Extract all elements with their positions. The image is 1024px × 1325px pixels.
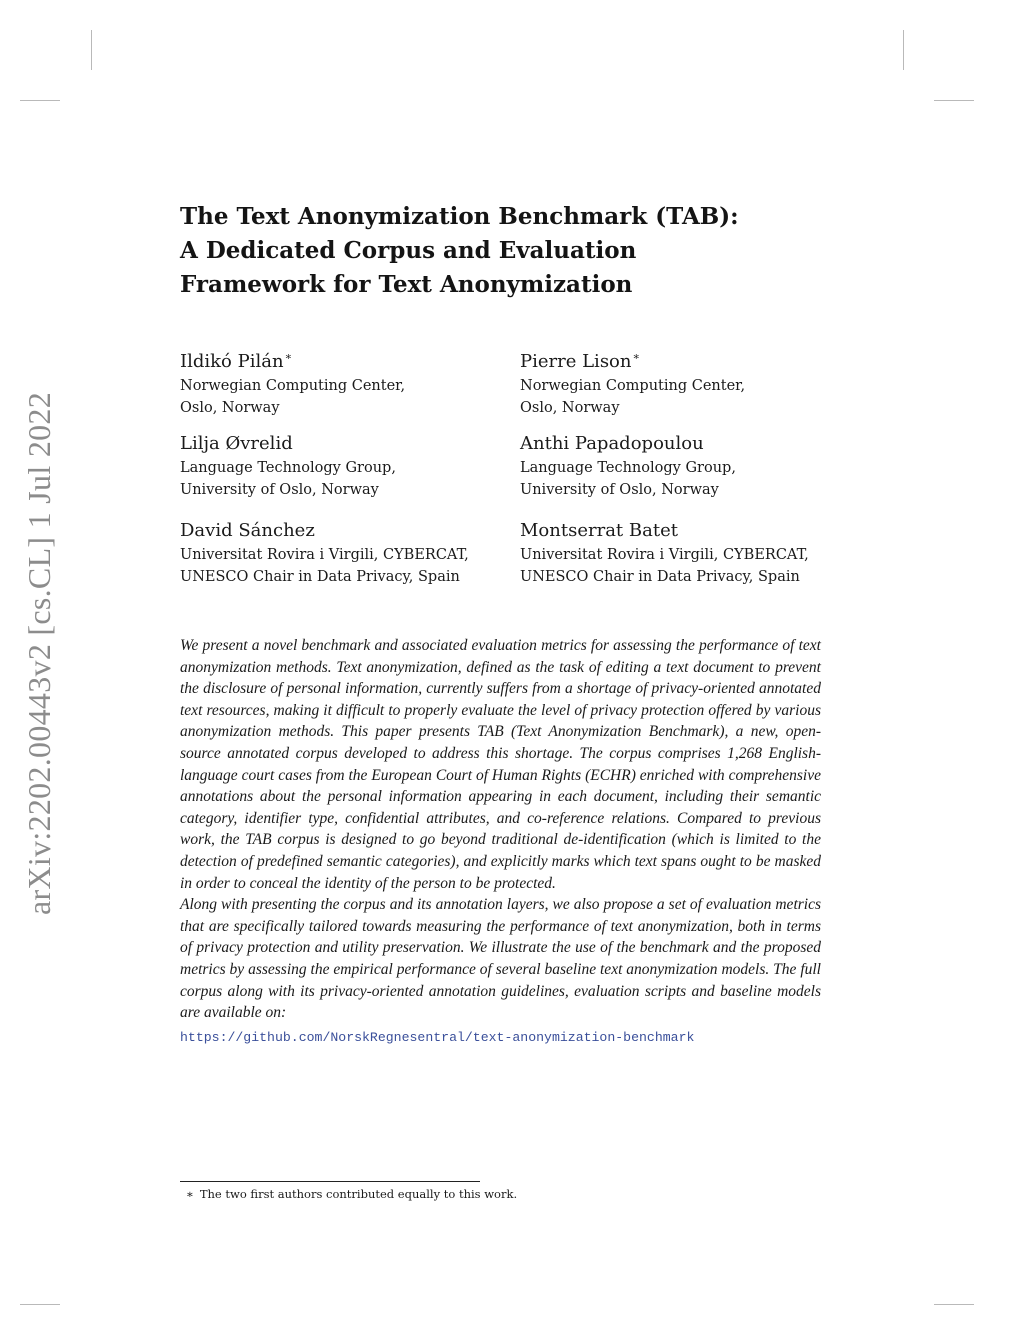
author-affiliation: University of Oslo, Norway: [180, 482, 379, 498]
author-affiliation: University of Oslo, Norway: [520, 482, 719, 498]
author-footnote-mark: ∗: [284, 350, 293, 363]
abstract: [180, 635, 821, 1048]
author-affiliation: UNESCO Chair in Data Privacy, Spain: [180, 569, 460, 585]
author-affiliation: Language Technology Group,: [180, 460, 396, 476]
author-name: Ildikó Pilán∗: [180, 350, 293, 372]
author-affiliation: UNESCO Chair in Data Privacy, Spain: [520, 569, 800, 585]
paper-title: [180, 200, 840, 302]
author-affiliation: Norwegian Computing Center,: [180, 378, 406, 394]
author-block: [520, 344, 850, 419]
author-affiliation: Oslo, Norway: [520, 400, 620, 416]
arxiv-identifier: [22, 378, 58, 928]
author-block: [180, 518, 510, 588]
author-affiliation: Universitat Rovira i Virgili, CYBERCAT,: [520, 547, 809, 563]
author-name: David Sánchez: [180, 520, 315, 541]
crop-mark-top-left-h: [20, 100, 60, 101]
crop-mark-top-left: [91, 30, 92, 70]
author-block: [180, 431, 510, 501]
author-name: Pierre Lison∗: [520, 350, 640, 372]
author-block: [520, 431, 850, 501]
author-block: [520, 518, 850, 588]
footnote: [186, 1187, 517, 1201]
title-line: Framework for Text Anonymization: [180, 271, 633, 298]
title-line: The Text Anonymization Benchmark (TAB):: [180, 203, 739, 230]
arxiv-identifier-text: arXiv:2202.00443v2 [cs.CL] 1 Jul 2022: [21, 391, 58, 915]
repository-link[interactable]: https://github.com/NorskRegnesentral/text-anonymization-benchmark: [180, 1029, 695, 1045]
footnote-mark: ∗: [186, 1187, 194, 1201]
author-name: Anthi Papadopoulou: [520, 433, 704, 454]
author-affiliation: Universitat Rovira i Virgili, CYBERCAT,: [180, 547, 469, 563]
author-affiliation: Oslo, Norway: [180, 400, 280, 416]
crop-mark-top-right-h: [934, 100, 974, 101]
title-line: A Dedicated Corpus and Evaluation: [180, 237, 637, 264]
author-affiliation: Norwegian Computing Center,: [520, 378, 746, 394]
crop-mark-bottom-left-h: [20, 1304, 60, 1305]
crop-mark-top-right: [903, 30, 904, 70]
footnote-text: The two first authors contributed equally to this work.: [199, 1187, 518, 1201]
author-footnote-mark: ∗: [632, 350, 640, 363]
footnote-rule: [180, 1181, 480, 1182]
author-affiliation: Language Technology Group,: [520, 460, 736, 476]
crop-mark-bottom-right-h: [934, 1304, 974, 1305]
abstract-paragraph: Along with presenting the corpus and its annotation layers, we also propose a set of evaluation metrics that are specifically tailored towards measuring the performance of text anonymization, both in terms of privacy protection and utility preservation. We illustrate the use of the benchmark and the proposed metrics by assessing the empirical performance of several baseline text anonymization models. The full corpus along with its privacy-oriented annotation guidelines, evaluation scripts and baseline models are available on:: [180, 896, 821, 1022]
author-block: [180, 344, 510, 419]
abstract-paragraph: We present a novel benchmark and associated evaluation metrics for assessing the performance of text anonymization methods. Text anonymization, defined as the task of editing a text document to prevent the disclosure of personal information, currently suffers from a shortage of privacy-oriented annotated text resources, making it difficult to properly evaluate the level of privacy protection offered by various anonymization methods. This paper presents TAB (Text Anonymization Benchmark), a new, open-source annotated corpus developed to address this shortage. The corpus comprises 1,268 English-language court cases from the European Court of Human Rights (ECHR) enriched with comprehensive annotations about the personal information appearing in each document, including their semantic category, identifier type, confidential attributes, and co-reference relations. Compared to previous work, the TAB corpus is designed to go beyond traditional de-identification (which is limited to the detection of predefined semantic categories), and explicitly marks which text spans ought to be masked in order to conceal the identity of the person to be protected.: [180, 637, 821, 892]
author-name: Montserrat Batet: [520, 520, 678, 541]
author-name: Lilja Øvrelid: [180, 433, 293, 454]
